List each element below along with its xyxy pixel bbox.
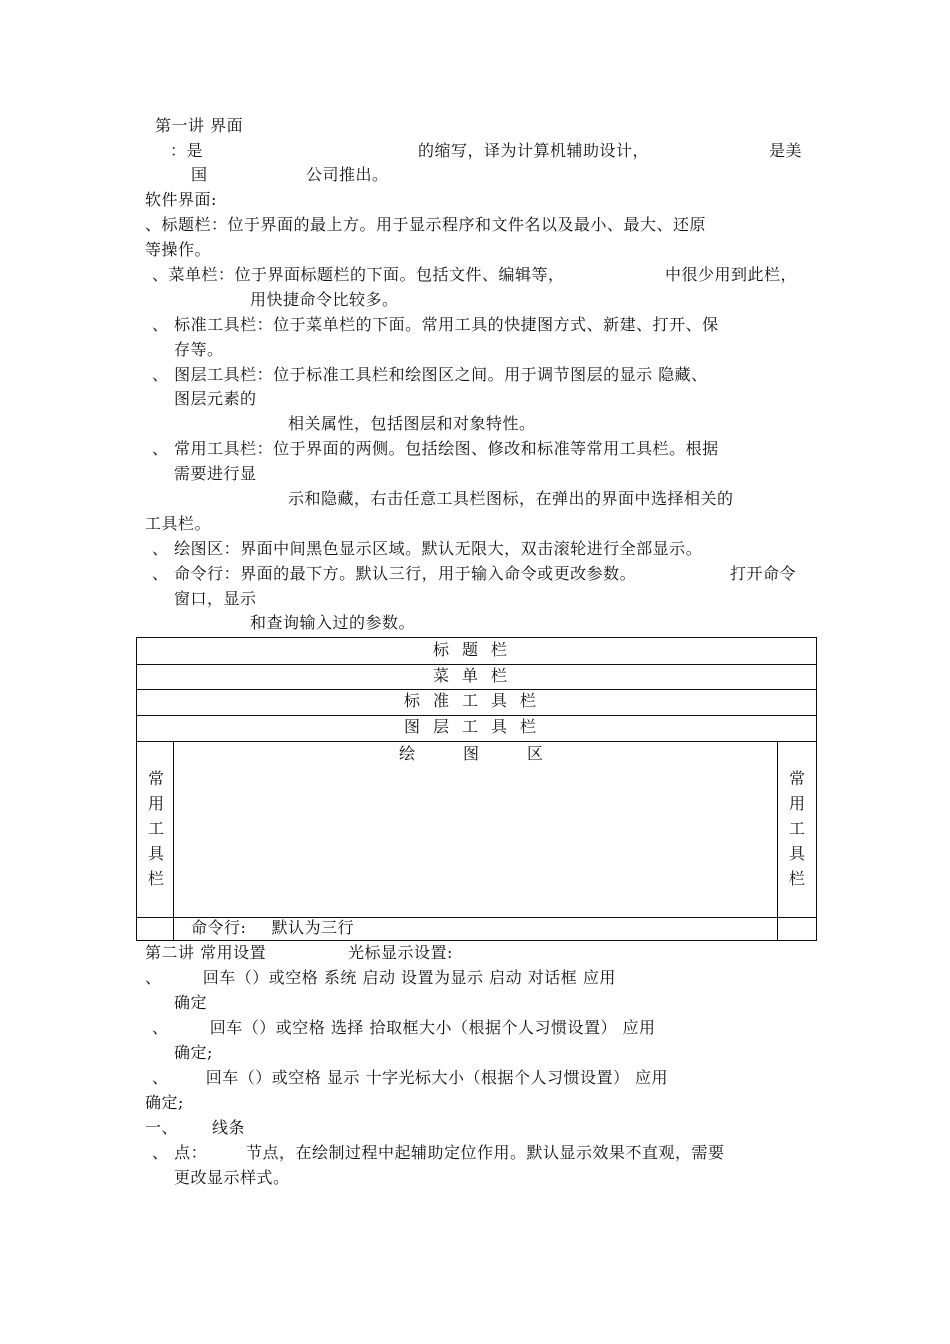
- item-standard-toolbar-line2: 存等。: [174, 340, 224, 359]
- step-text: 设置为显示: [401, 968, 484, 987]
- diagram-layer-toolbar: [137, 715, 816, 742]
- item-command-line-line2: 窗口，显示: [174, 589, 257, 608]
- left-toolbar-char: 栏: [147, 869, 164, 888]
- right-toolbar-char: 具: [788, 844, 805, 863]
- step-text: 系统: [323, 968, 357, 987]
- step3-line1: [152, 1068, 668, 1089]
- item-layer-toolbar-line2: 图层元素的: [174, 389, 257, 408]
- right-toolbar-char: 用: [788, 794, 805, 813]
- step2-line2: 确定;: [174, 1043, 213, 1062]
- step2-line1: [152, 1018, 656, 1039]
- step-text: 启动: [489, 968, 523, 987]
- diagram-command-line: [191, 918, 354, 939]
- step-text: 回车（: [205, 1068, 256, 1087]
- step-text: 回车（: [202, 968, 253, 987]
- step3-line2: [145, 1093, 184, 1114]
- point-line1b: 节点，在绘制过程中起辅助定位作用。默认显示效果不直观，需要: [246, 1143, 725, 1162]
- diagram-command-line-label: 命令行:: [191, 918, 247, 937]
- item-layer-toolbar-line1: 、 图层工具栏：位于标准工具栏和绘图区之间。用于调节图层的显示 隐藏、: [152, 365, 708, 384]
- item-common-toolbar-line3: 示和隐藏，右击任意工具栏图标，在弹出的界面中选择相关的: [288, 489, 734, 508]
- diagram-standard-toolbar: [137, 689, 816, 716]
- section-one-number: 一、: [145, 1118, 179, 1137]
- intro-text-b: 的缩写，译为计算机辅助设计，: [418, 141, 650, 160]
- step-bullet: 、: [152, 1018, 169, 1037]
- item-command-line-line1b: 打开命令: [730, 564, 797, 583]
- step-text: 确定;: [145, 1093, 184, 1112]
- diagram-drawing-area-label: 绘图区: [399, 744, 592, 763]
- step-text: ）或空格: [259, 1018, 326, 1037]
- step-bullet: 、: [145, 968, 162, 987]
- lecture1-title: 第一讲 界面: [155, 116, 244, 135]
- intro-text-e: 公司推出。: [306, 165, 389, 184]
- lecture2-title: 第二讲 常用设置: [145, 943, 267, 962]
- lecture2-subtitle: 光标显示设置:: [348, 943, 453, 962]
- left-toolbar-char: 具: [147, 844, 164, 863]
- left-toolbar-char: 工: [147, 819, 164, 838]
- item-command-line-line1: 、 命令行：界面的最下方。默认三行，用于输入命令或更改参数。: [152, 564, 637, 583]
- diagram-menu-bar: [137, 664, 816, 690]
- item-drawing-area-line1: 、 绘图区：界面中间黑色显示区域。默认无限大，双击滚轮进行全部显示。: [152, 539, 703, 558]
- step-text: ）或空格: [255, 1068, 322, 1087]
- right-toolbar-char: 栏: [788, 869, 805, 888]
- left-toolbar-char: 用: [147, 794, 164, 813]
- diagram-layer-toolbar-label: 图层工具栏: [403, 717, 549, 736]
- item-common-toolbar-line4: 工具栏。: [145, 514, 212, 533]
- diagram-title-bar-label: 标题栏: [432, 640, 520, 659]
- item-common-toolbar-line2: 需要进行显: [174, 464, 257, 483]
- item-menu-bar-line2: 用快捷命令比较多。: [250, 290, 399, 309]
- diagram-menu-bar-label: 菜单栏: [432, 666, 520, 685]
- diagram-command-line-default: 默认为三行: [271, 918, 355, 937]
- step-text: 对话框: [527, 968, 578, 987]
- section-heading: 软件界面:: [145, 190, 217, 209]
- step-text: 选择: [330, 1018, 364, 1037]
- item-common-toolbar-line1: 、 常用工具栏：位于界面的两侧。包括绘图、修改和标准等常用工具栏。根据: [152, 439, 719, 458]
- item-standard-toolbar-line1: 、 标准工具栏：位于菜单栏的下面。常用工具的快捷图方式、新建、打开、保: [152, 315, 719, 334]
- point-line1a: 、 点：: [152, 1143, 208, 1162]
- item-menu-bar-line1b: 中很少用到此栏，: [665, 265, 798, 284]
- intro-text-a: ：是: [170, 141, 204, 160]
- interface-layout-diagram: [136, 637, 817, 941]
- diagram-title-bar: [137, 638, 816, 665]
- step-text: 应用: [582, 968, 616, 987]
- step1-line1: [145, 968, 616, 989]
- step-text: 启动: [362, 968, 396, 987]
- step-text: 应用: [622, 1018, 656, 1037]
- step-bullet: 、: [152, 1068, 169, 1087]
- step-text: 回车（: [209, 1018, 260, 1037]
- item-command-line-line3: 和查询输入过的参数。: [250, 613, 416, 632]
- step-text: 十字光标大小（根据个人习惯设置）: [365, 1068, 630, 1087]
- point-line2: 更改显示样式。: [174, 1168, 290, 1187]
- step-text: 显示: [326, 1068, 360, 1087]
- step-text: ）或空格: [252, 968, 319, 987]
- diagram-standard-toolbar-label: 标准工具栏: [403, 691, 549, 710]
- diagram-right-toolbar: [778, 766, 816, 891]
- section-one-title: 线条: [212, 1118, 246, 1137]
- item-title-bar-line2: 等操作。: [145, 240, 212, 259]
- diagram-left-toolbar: [137, 766, 175, 891]
- item-menu-bar-line1: 、菜单栏：位于界面标题栏的下面。包括文件、编辑等，: [152, 265, 565, 284]
- step-text: 拾取框大小（根据个人习惯设置）: [369, 1018, 617, 1037]
- item-layer-toolbar-line3: 相关属性，包括图层和对象特性。: [288, 414, 536, 433]
- item-title-bar-line1: 、标题栏：位于界面的最上方。用于显示程序和文件名以及最小、最大、还原: [145, 215, 707, 234]
- left-toolbar-char: 常: [147, 769, 164, 788]
- step-text: 应用: [635, 1068, 669, 1087]
- intro-text-c: 是美: [769, 141, 803, 160]
- right-toolbar-char: 工: [788, 819, 805, 838]
- diagram-drawing-area: [399, 744, 591, 765]
- intro-text-d: 国: [191, 165, 208, 184]
- right-toolbar-char: 常: [788, 769, 805, 788]
- step1-line2: 确定: [174, 993, 208, 1012]
